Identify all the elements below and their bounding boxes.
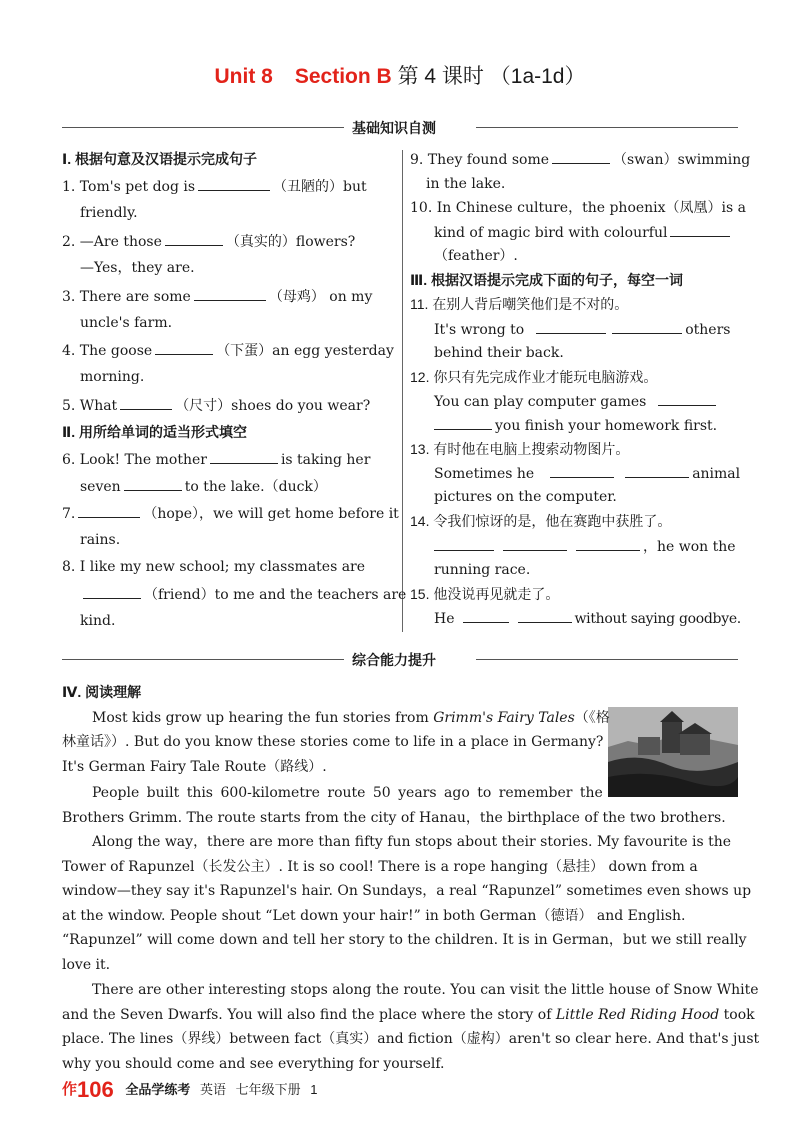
question-8: 8. I like my new school; my classmates are: [62, 559, 366, 575]
answer-blank[interactable]: [120, 395, 172, 410]
question-14-en: ，he won the: [434, 536, 736, 557]
answer-blank[interactable]: [552, 149, 610, 164]
title-range: （1a-1d）: [489, 65, 586, 88]
question-13-cont: pictures on the computer.: [434, 489, 617, 505]
paragraph-line: love it.: [62, 956, 111, 973]
page-title: [0, 60, 800, 90]
part1-heading: Ⅰ. 根据句意及汉语提示完成句子: [62, 151, 257, 167]
question-13: 13. 有时他在电脑上搜索动物图片。: [410, 441, 630, 457]
question-7: 7. （hope），we will get home before it: [62, 503, 399, 524]
paragraph-line: “Rapunzel” will come down and tell her story to the children. It is in German，but we still really: [62, 932, 747, 948]
answer-blank[interactable]: [670, 222, 730, 237]
paragraph-line: There are other interesting stops along the route. You can visit the little house of Snow White: [92, 982, 759, 998]
title-section: Section B: [294, 65, 392, 88]
footer-index: 1: [310, 1082, 318, 1097]
answer-blank[interactable]: [124, 476, 182, 491]
question-14-cont: running race.: [434, 562, 531, 578]
answer-blank[interactable]: [576, 536, 640, 551]
paragraph-line: Tower of Rapunzel（长发公主）. It is so cool! There is a rope hanging（悬挂） down from a: [62, 858, 698, 875]
question-1: 1. Tom's pet dog is （丑陋的）but: [62, 176, 367, 197]
question-5: 5. What （尺寸）shoes do you wear?: [62, 395, 370, 416]
question-3: 3. There are some （母鸡） on my: [62, 286, 372, 307]
paragraph-line: at the window. People shout “Let down your hair!” in both German（德语） and English.: [62, 907, 686, 924]
answer-blank[interactable]: [463, 608, 509, 623]
answer-blank[interactable]: [434, 536, 494, 551]
column-divider: [402, 150, 403, 632]
question-12-cont: you finish your homework first.: [434, 415, 717, 436]
section-label-advanced: 综合能力提升: [344, 650, 444, 670]
reading-paragraph-4: [62, 978, 760, 1076]
section-header-advanced: [62, 650, 738, 670]
paragraph-line: window—they say it's Rapunzel's hair. On Sundays，a real “Rapunzel” sometimes even shows up: [62, 883, 752, 899]
answer-blank[interactable]: [78, 503, 140, 518]
paragraph-line: It's German Fairy Tale Route（路线）.: [62, 758, 327, 775]
answer-blank[interactable]: [612, 319, 682, 334]
footer-prefix: 作: [62, 1081, 78, 1098]
question-11-cont: behind their back.: [434, 345, 564, 361]
question-8-end: kind.: [80, 613, 116, 629]
question-9-cont: in the lake.: [426, 176, 506, 192]
question-10: 10. In Chinese culture，the phoenix（凤凰）is a: [410, 200, 747, 216]
question-6-cont: seven to the lake.（duck）: [80, 476, 327, 497]
question-2: 2. —Are those （真实的）flowers?: [62, 231, 355, 252]
answer-blank[interactable]: [165, 231, 223, 246]
divider-line: [476, 127, 738, 128]
question-1-cont: friendly.: [80, 205, 138, 221]
answer-blank[interactable]: [536, 319, 606, 334]
answer-blank[interactable]: [194, 286, 266, 301]
title-unit: Unit 8: [214, 65, 273, 88]
footer-book: 全品学练考: [125, 1082, 191, 1097]
paragraph-line: and the Seven Dwarfs. You will also find the place where the story of Little Red Riding Hood took: [62, 1006, 755, 1023]
page-footer: [62, 1077, 318, 1103]
answer-blank[interactable]: [503, 536, 567, 551]
section-label-basic: 基础知识自测: [344, 118, 444, 138]
question-6: 6. Look! The mother is taking her: [62, 449, 370, 470]
paragraph-line: People built this 600-kilometre route 50 years ago to remember the: [92, 785, 603, 801]
question-11: 11. 在别人背后嘲笑他们是不对的。: [410, 296, 629, 312]
footer-subject: 英语: [200, 1082, 227, 1097]
part2-heading: Ⅱ. 用所给单词的适当形式填空: [62, 424, 248, 440]
paragraph-line: 林童话》）. But do you know these stories come to life in a place in Germany?: [62, 734, 604, 750]
question-15: 15. 他没说再见就走了。: [410, 586, 560, 602]
part3-heading: Ⅲ. 根据汉语提示完成下面的句子，每空一词: [410, 272, 684, 288]
paragraph-line: Along the way，there are more than fifty fun stops about their stories. My favourite is the: [92, 834, 732, 850]
question-2-cont: —Yes，they are.: [80, 260, 195, 276]
paragraph-line: Brothers Grimm. The route starts from the city of Hanau，the birthplace of the two brothers.: [62, 809, 726, 826]
part4-heading: Ⅳ. 阅读理解: [62, 684, 142, 700]
answer-blank[interactable]: [434, 415, 492, 430]
section-header-basic: [62, 118, 738, 138]
question-10-cont: kind of magic bird with colourful: [434, 222, 733, 243]
reading-paragraph-3: [62, 830, 752, 977]
question-4-cont: morning.: [80, 369, 145, 385]
reading-paragraph-1b: [62, 730, 738, 779]
answer-blank[interactable]: [625, 463, 689, 478]
answer-blank[interactable]: [83, 584, 141, 599]
title-lesson: 第 4 课时: [397, 65, 484, 88]
reading-paragraph-2: [62, 781, 738, 830]
answer-blank[interactable]: [658, 391, 716, 406]
footer-grade: 七年级下册: [235, 1082, 301, 1097]
answer-blank[interactable]: [518, 608, 572, 623]
paragraph-line: place. The lines（界线）between fact（真实）and fiction（虚构）aren't so clear here. And that's just: [62, 1031, 760, 1047]
question-3-cont: uncle's farm.: [80, 315, 173, 331]
answer-blank[interactable]: [550, 463, 614, 478]
question-10-end: （feather）.: [434, 248, 518, 264]
question-12: 12. 你只有先完成作业才能玩电脑游戏。: [410, 369, 658, 385]
question-8-cont: （friend）to me and the teachers are: [80, 584, 406, 605]
question-7-cont: rains.: [80, 532, 121, 548]
divider-line: [62, 659, 344, 660]
question-12-en: You can play computer games: [434, 391, 719, 412]
question-15-en: He without saying goodbye.: [434, 608, 741, 629]
question-11-en: It's wrong to others: [434, 319, 730, 340]
reading-paragraph-1: [62, 706, 608, 731]
divider-line: [62, 127, 344, 128]
question-4: 4. The goose （下蛋）an egg yesterday: [62, 340, 394, 361]
question-13-en: Sometimes he animal: [434, 463, 740, 484]
paragraph-line: why you should come and see everything for yourself.: [62, 1055, 445, 1072]
answer-blank[interactable]: [198, 176, 270, 191]
question-9: 9. They found some （swan）swimming: [410, 149, 750, 170]
page-number: 106: [77, 1077, 114, 1102]
paragraph-line: Most kids grow up hearing the fun stories from Grimm's Fairy Tales（《格: [92, 710, 610, 726]
divider-line: [476, 659, 738, 660]
answer-blank[interactable]: [155, 340, 213, 355]
answer-blank[interactable]: [210, 449, 278, 464]
question-14: 14. 令我们惊讶的是，他在赛跑中获胜了。: [410, 513, 672, 529]
